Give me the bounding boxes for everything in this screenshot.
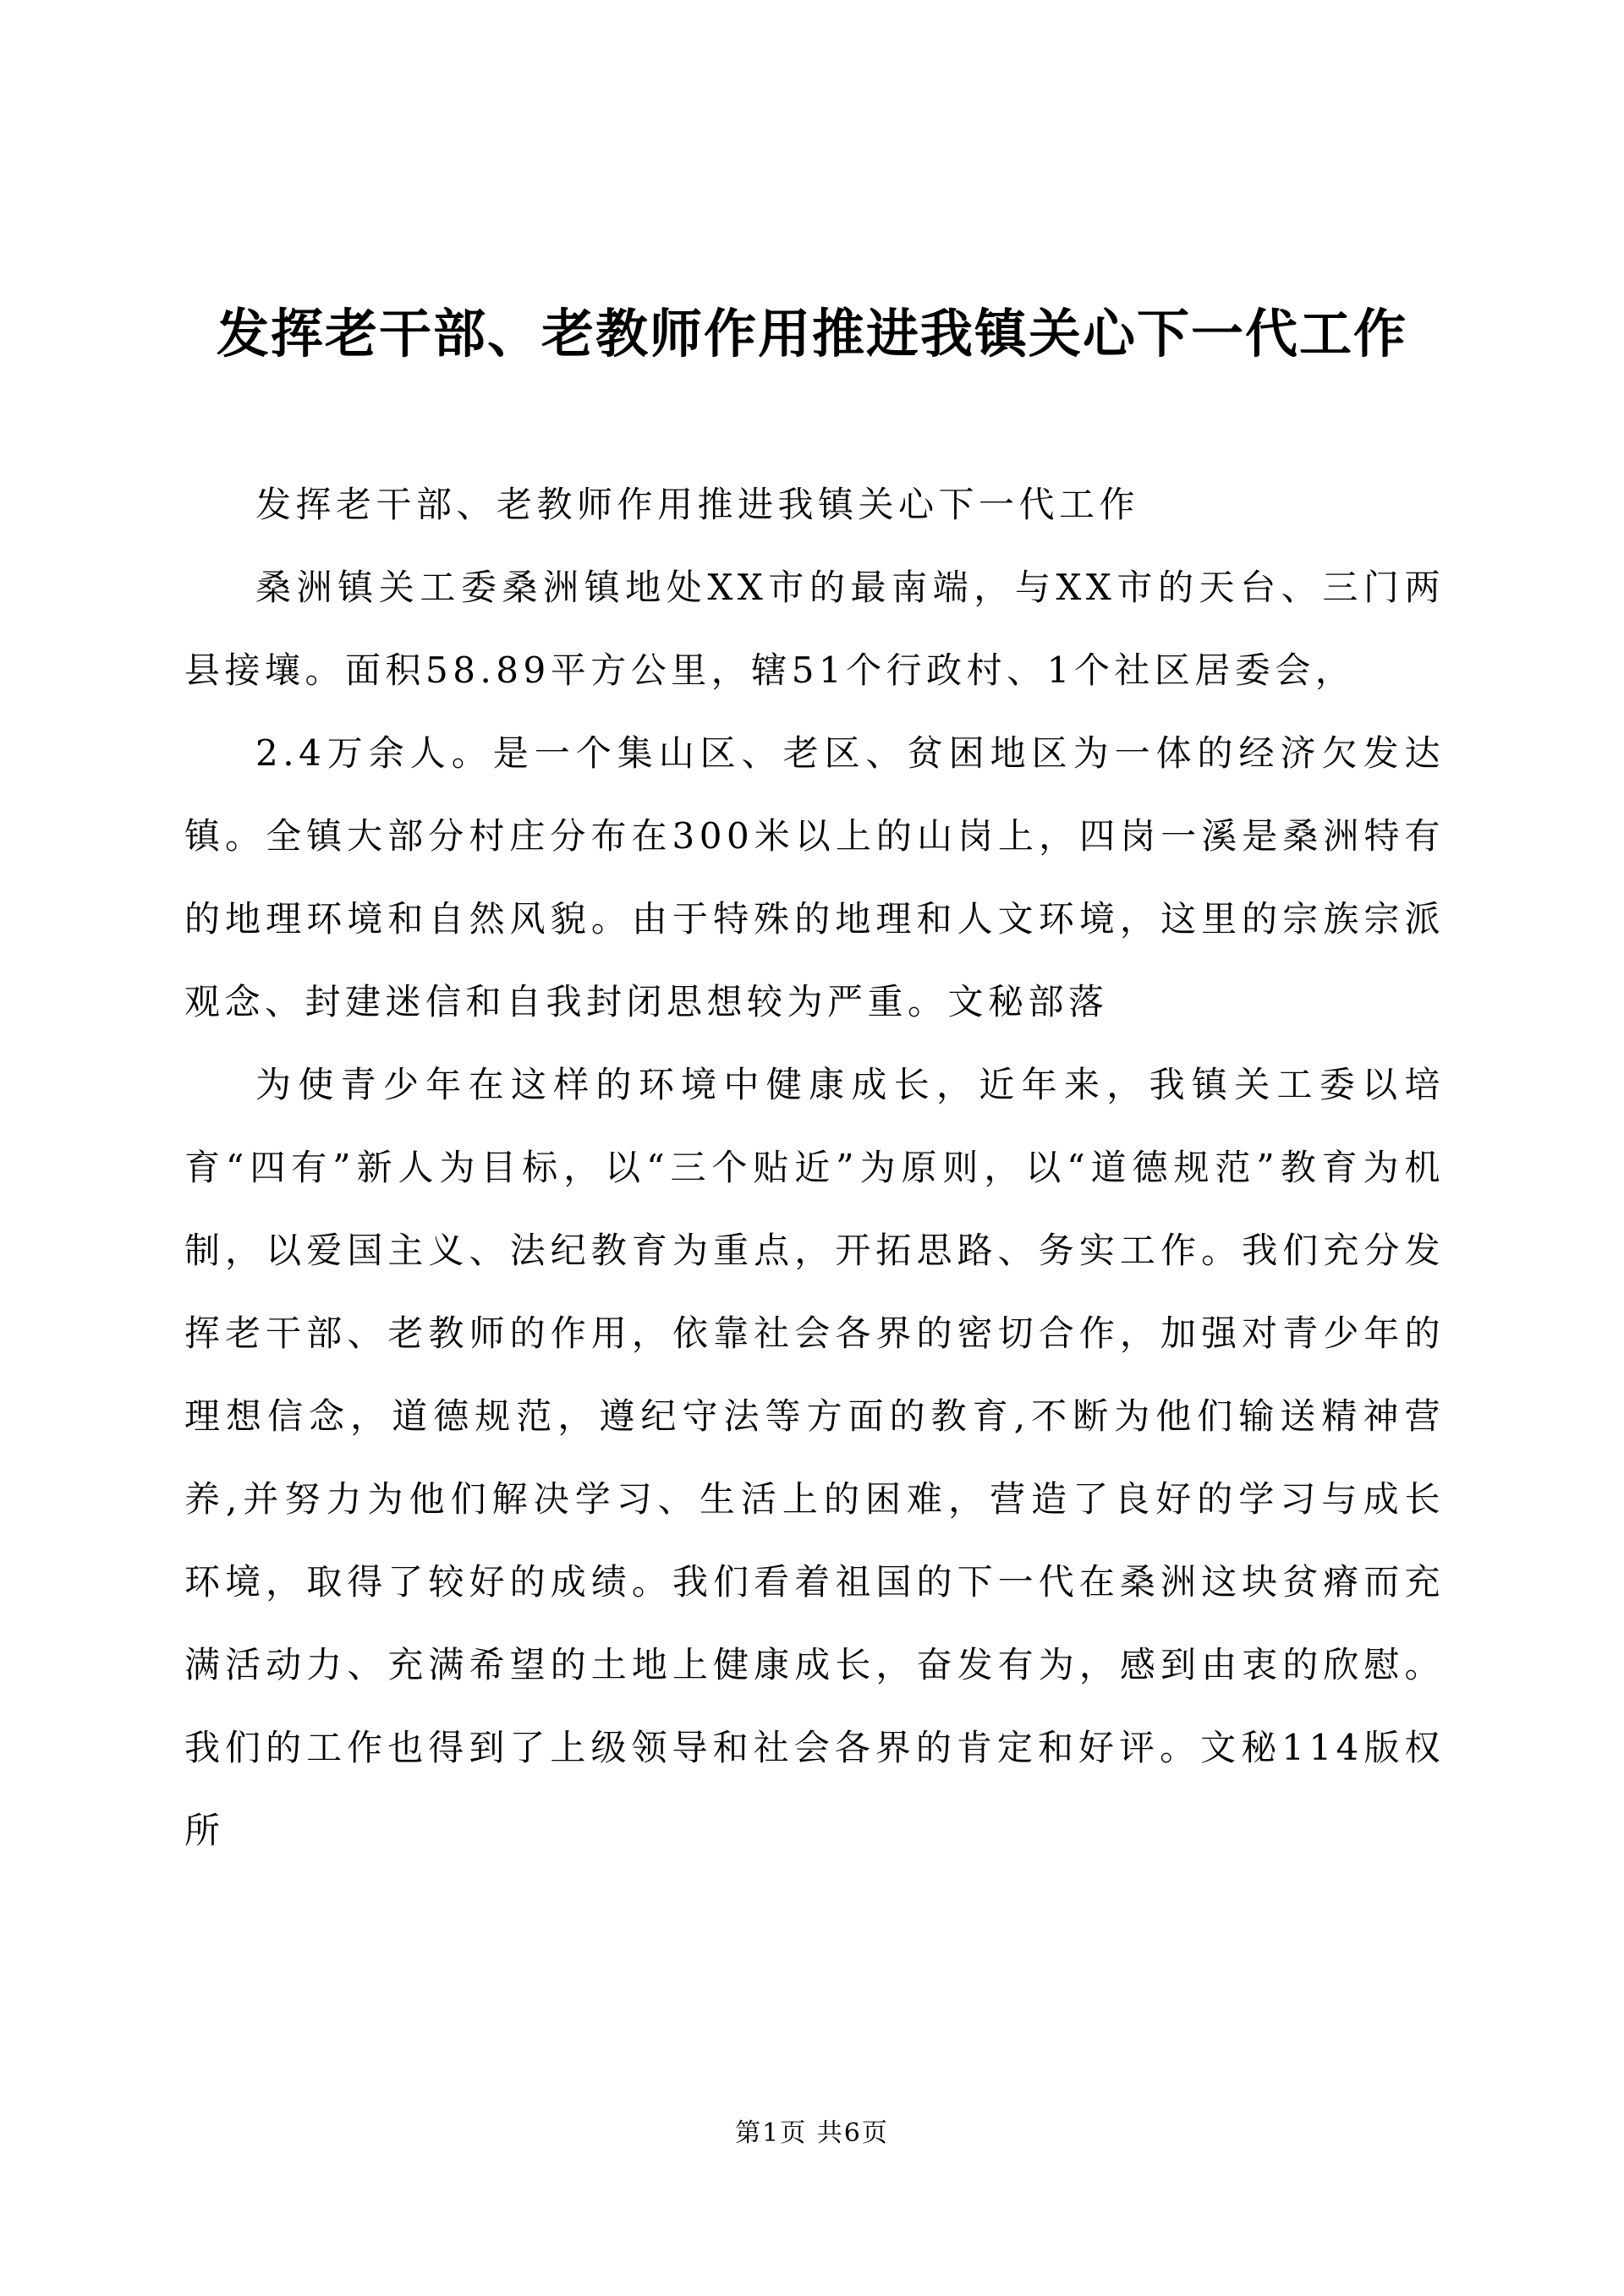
- paragraph: 发挥老干部、老教师作用推进我镇关心下一代工作: [255, 484, 1140, 525]
- document-body: [184, 463, 1445, 1872]
- paragraph: 为使青少年在这样的环境中健康成长，近年来，我镇关工委以培育“四有”新人为目标，以“三个贴近”为原则，以“道德规范”教育为机制，以爱国主义、法纪教育为重点，开拓思路、务实工作。我们充分发挥老干部、老教师的作用，依靠社会各界的密切合作，加强对青少年的理想信念，道德规范，遵纪守法等方面的教育,不断为他们输送精神营养,并努力为他们解决学习、生活上的困难，营造了良好的学习与成长环境，取得了较好的成绩。我们看着祖国的下一代在桑洲这块贫瘠而充满活动力、充满希望的土地上健康成长，奋发有为，感到由衷的欣慰。我们的工作也得到了上级领导和社会各界的肯定和好评。文秘114版权所: [184, 1064, 1445, 1851]
- page-footer: 第1页 共6页: [735, 2118, 889, 2148]
- document-title: 发挥老干部、老教师作用推进我镇关心下一代工作: [216, 303, 1407, 364]
- paragraph: 桑洲镇关工委桑洲镇地处XX市的最南端，与XX市的天台、三门两县接壤。面积58.89平方公里，辖51个行政村、1个社区居委会，: [184, 567, 1445, 691]
- paragraph: 2.4万余人。是一个集山区、老区、贫困地区为一体的经济欠发达镇。全镇大部分村庄分布在300米以上的山岗上，四岗一溪是桑洲特有的地理环境和自然风貌。由于特殊的地理和人文环境，这里的宗族宗派观念、封建迷信和自我封闭思想较为严重。文秘部落: [184, 732, 1445, 1022]
